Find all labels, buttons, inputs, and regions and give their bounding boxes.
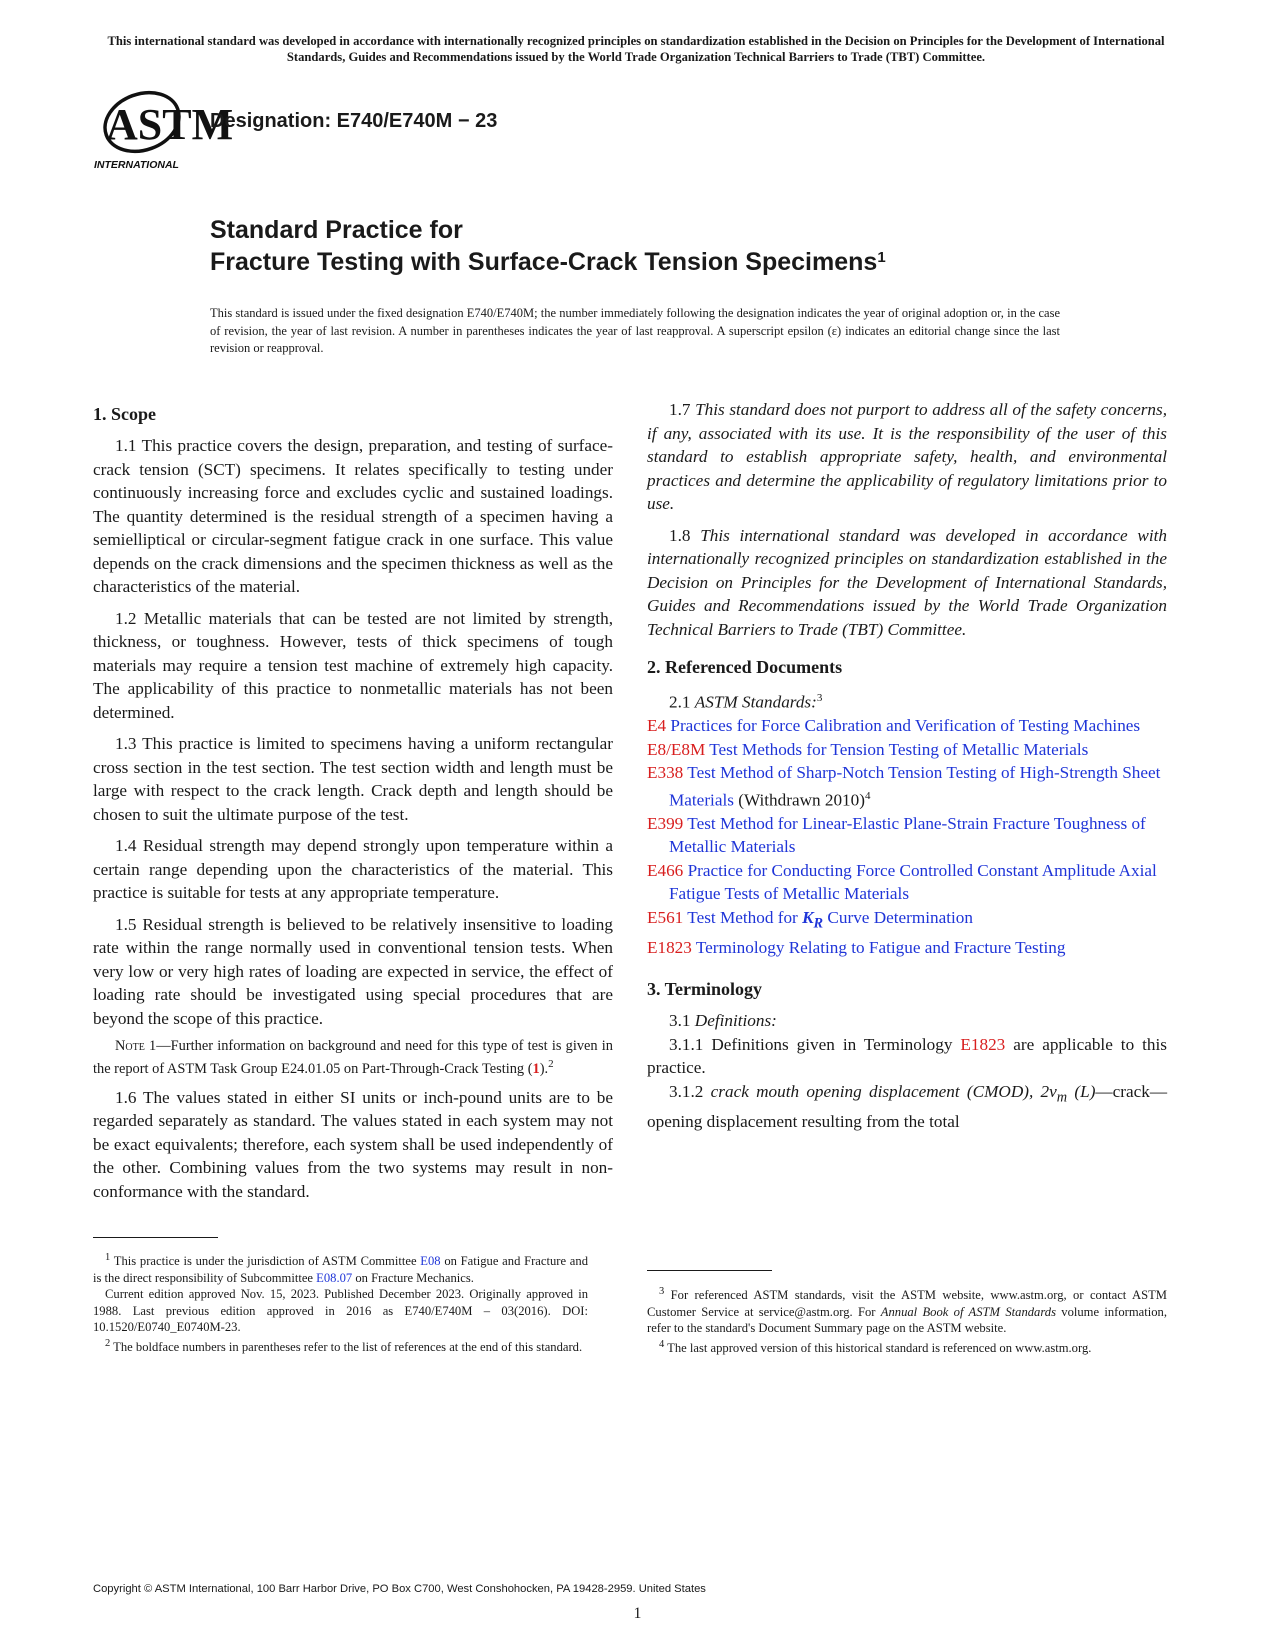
logo-subtitle: INTERNATIONAL <box>94 159 179 171</box>
e08-07-link[interactable]: E08.07 <box>316 1270 353 1285</box>
footnote-rule-right <box>647 1270 772 1271</box>
para-3-1: 3.1 Definitions: <box>669 1011 777 1031</box>
footnote-3: $^3$ For referenced ASTM standards, visit the ASTM website, www.astm.org, or contact ASTM Customer Service at service@astm.org. For Annual Book of ASTM Standards volume information, refer to the standard's Document Summary page on the ASTM website. <box>647 1286 1167 1336</box>
para-3-1-1: 3.1.1 Definitions given in Terminology E1823 are applicable to this practice. <box>647 1034 1167 1078</box>
note-label: Note 1 <box>115 1038 157 1054</box>
section-heading-terminology: 3. Terminology <box>647 979 763 1000</box>
title-line-1: Standard Practice for <box>210 216 463 244</box>
para-1-2: 1.2 Metallic materials that can be tested are not limited by strength, thickness, or toughness. However, tests of thick specimens of tough materials may require a tension test machine of extremely high capacity. The applicability of this practice to nonmetallic materials has not been determined. <box>93 608 613 722</box>
designation: Designation: E740/E740M − 23 <box>210 110 498 132</box>
astm-logo <box>94 84 234 176</box>
top-notice: This international standard was developed in accordance with internationally recognized principles on standardization established in the Decision on Principles for the Development of International Standards, Guides and Recommendations issued by the World Trade Organization Technical Barriers to Trade (TBT) Committee. <box>107 34 1165 64</box>
reference-code-link[interactable]: E1823 <box>647 937 692 957</box>
reference-code-link[interactable]: E561 <box>647 907 684 927</box>
document-title <box>210 214 886 278</box>
reference-item <box>647 714 1167 738</box>
para-1-3: 1.3 This practice is limited to specimens having a uniform rectangular cross section in the test section. The test section width and length must be large with respect to the crack length. Crack depth and length should be chosen to suit the ultimate purpose of the test. <box>93 734 613 824</box>
footnote-4: $^4$ The last approved version of this historical standard is referenced on www.astm.org. <box>659 1338 1092 1355</box>
reference-item <box>647 812 1167 859</box>
astm-logo-icon <box>94 84 234 176</box>
footnote-2: $^2$ The boldface numbers in parentheses refer to the list of references at the end of this standard. <box>105 1337 583 1354</box>
reference-title-link[interactable]: Terminology Relating to Fatigue and Fracture Testing <box>695 937 1066 957</box>
para-1-6: 1.6 The values stated in either SI units or inch-pound units are to be regarded separately as standard. The values stated in each system may not be exact equivalents; therefore, each system shall be used independently of the other. Combining values from the two systems may result in non-conformance with the standard. <box>93 1087 613 1201</box>
para-1-7: 1.7 This standard does not purport to address all of the safety concerns, if any, associated with its use. It is the responsibility of the user of this standard to establish appropriate safety, health, and environmental practices and determine the applicability of regulatory limitations prior to use. <box>647 400 1167 513</box>
reference-item: E338 Test Method of Sharp-Notch Tension Testing of High-Strength Sheet Materials (Withdrawn 2010)$^4$ <box>647 763 1161 810</box>
reference-title-link[interactable]: Practices for Force Calibration and Verification of Testing Machines <box>670 716 1141 736</box>
reference-code-link[interactable]: E4 <box>647 716 667 736</box>
e08-link[interactable]: E08 <box>420 1254 441 1269</box>
reference-title-link[interactable]: Test Method for Linear-Elastic Plane-Strain Fracture Toughness of Metallic Materials <box>669 813 1146 857</box>
page-number: 1 <box>633 1605 642 1622</box>
footnote-edition: Current edition approved Nov. 15, 2023. Published December 2023. Originally approved in 1988. Last previous edition approved in 2016 as E740/E740M – 03(2016). DOI: 10.1520/E0740_E0740M-23. <box>93 1287 588 1335</box>
e1823-link[interactable]: E1823 <box>960 1034 1006 1054</box>
reference-link[interactable]: 1 <box>532 1060 540 1077</box>
reference-code-link[interactable]: E338 <box>647 763 684 783</box>
reference-item <box>647 738 1167 762</box>
para-1-1: 1.1 This practice covers the design, preparation, and testing of surface-crack tension (SCT) specimens. It relates specifically to testing under continuously increasing force and excludes cyclic and sustained loadings. The quantity determined is the residual strength of a specimen having a semielliptical or circular-segment fatigue crack in one surface. This value depends on the crack dimensions and the specimen thickness as well as the characteristics of the material. <box>93 436 613 596</box>
reference-title-link[interactable]: Test Methods for Tension Testing of Metallic Materials <box>709 739 1089 759</box>
section-heading-references: 2. Referenced Documents <box>647 657 843 677</box>
reference-title-link[interactable]: Test Method for $K_R$ Curve Determination <box>687 907 973 932</box>
title-line-2: Fracture Testing with Surface-Crack Tension Specimens$^1$ <box>210 248 886 276</box>
left-column <box>93 402 613 1211</box>
reference-code-link[interactable]: E399 <box>647 813 684 833</box>
para-2-1: 2.1 ASTM Standards:$^3$ <box>669 692 823 712</box>
para-1-4: 1.4 Residual strength may depend strongly upon temperature within a certain range depending upon the characteristics of the material. This practice is suitable for tests at any appropriate temperature. <box>93 836 613 902</box>
referenced-documents-list <box>647 714 1167 959</box>
section-heading-scope: 1. Scope <box>93 404 156 424</box>
copyright: Copyright © ASTM International, 100 Barr Harbor Drive, PO Box C700, West Conshohocken, PA 19428-2959. United States <box>93 1583 706 1595</box>
footnotes-right <box>647 1284 1167 1356</box>
para-1-8: 1.8 This international standard was developed in accordance with internationally recognized principles on standardization established in the Decision on Principles for the Development of International Standards, Guides and Recommendations issued by the World Trade Organization Technical Barriers to Trade (TBT) Committee. <box>647 525 1167 639</box>
issuance-statement: This standard is issued under the fixed designation E740/E740M; the number immediately following the designation indicates the year of original adoption or, in the case of revision, the year of last revision. A number in parentheses indicates the year of last reapproval. A superscript epsilon (ε) indicates an editorial change since the last revision or reapproval. <box>210 306 1060 355</box>
reference-title-link[interactable]: Test Method of Sharp-Notch Tension Testing of High-Strength Sheet Materials <box>669 763 1161 810</box>
footnote-rule-left <box>93 1237 218 1238</box>
reference-item <box>647 859 1167 906</box>
note-1: Note 1—Further information on background and need for this type of test is given in the report of ASTM Task Group E24.01.05 on Part-Through-Crack Testing (1).$^2$ <box>93 1038 614 1077</box>
reference-item <box>647 906 1167 936</box>
reference-code-link[interactable]: E466 <box>647 860 684 880</box>
reference-item <box>647 936 1167 960</box>
footnote-ref[interactable]: 2 <box>548 1057 554 1070</box>
right-column <box>647 398 1167 1133</box>
para-1-5: 1.5 Residual strength is believed to be relatively insensitive to loading rate within the range normally used in conventional tension tests. When very low or very high rates of loading are expected in service, the effect of loading rate should be investigated using special procedures that are beyond the scope of this practice. <box>93 914 613 1028</box>
footnote-1: $^1$ This practice is under the jurisdiction of ASTM Committee E08 on Fatigue and Fracture and is the direct responsibility of Subcommittee E08.07 on Fracture Mechanics. <box>93 1252 588 1285</box>
para-3-1-2: 3.1.2 crack mouth opening displacement (CMOD), $2v_m$ (L)—crack—opening displacement resulting from the total <box>647 1081 1168 1131</box>
title-footnote-ref[interactable]: 1 <box>877 249 886 266</box>
reference-title-link[interactable]: Practice for Conducting Force Controlled Constant Amplitude Axial Fatigue Tests of Metallic Materials <box>669 860 1157 904</box>
logo-letters: ASTM <box>106 100 234 149</box>
reference-code-link[interactable]: E8/E8M <box>647 739 706 759</box>
footnotes-left <box>93 1250 588 1355</box>
